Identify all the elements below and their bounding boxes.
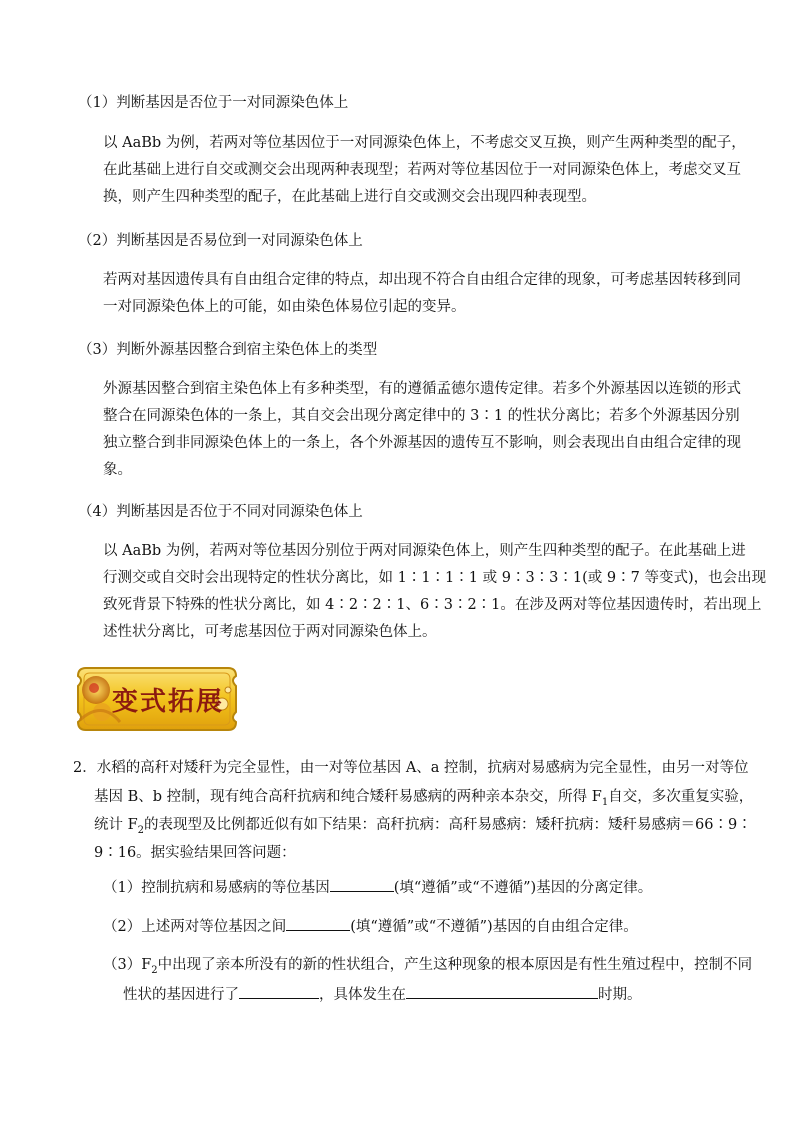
paragraph-2-line-1: 若两对基因遗传具有自由组合定律的特点，却出现不符合自由组合定律的现象，可考虑基因转移到同 [103, 272, 741, 288]
paragraph-3-line-3: 独立整合到非同源染色体上的一条上，各个外源基因的遗传互不影响，则会表现出自由组合定律的现 [103, 435, 741, 451]
paragraph-3-line-1: 外源基因整合到宿主染色体上有多种类型，有的遵循孟德尔遗传定律。若多个外源基因以连锁的形式 [103, 381, 741, 397]
answer-blank-1[interactable] [330, 877, 394, 892]
paragraph-4-line-1: 以 AaBb 为例，若两对等位基因分别位于两对同源染色体上，则产生四种类型的配子。在此基础上进 [103, 543, 746, 559]
question-2-line-1: 2．水稻的高秆对矮秆为完全显性，由一对等位基因 A、a 控制，抗病对易感病为完全显性，由另一对等位 [73, 760, 749, 776]
paragraph-4-line-2: 行测交或自交时会出现特定的性状分离比，如 1∶1∶1∶1 或 9∶3∶3∶1(或 9∶7 等变式)，也会出现 [103, 570, 767, 586]
paragraph-3-line-4: 象。 [103, 462, 132, 478]
paragraph-1-line-3: 换，则产生四种类型的配子，在此基础上进行自交或测交会出现四种表现型。 [103, 189, 596, 205]
paragraph-4-line-4: 述性状分离比，可考虑基因位于两对同源染色体上。 [103, 624, 437, 640]
subquestion-1: （1）控制抗病和易感病的等位基因 (填“遵循”或“不遵循”)基因的分离定律。 [103, 877, 652, 898]
question-2-line-2: 基因 B、b 控制，现有纯合高秆抗病和纯合矮秆易感病的两种亲本杂交，所得 $F_1$自交，多次重复实验， [94, 789, 754, 808]
subquestion-3-line-1: $(3)F_2$中出现了亲本所没有的新的性状组合，产生这种现象的根本原因是有性生殖过程中，控制不同 [103, 957, 753, 976]
section-heading-1: （1）判断基因是否位于一对同源染色体上 [78, 95, 349, 111]
variant-extension-banner [72, 660, 242, 738]
subquestion-3-line-2: 性状的基因进行了 ，具体发生在 时期。 [123, 984, 642, 1005]
section-heading-3: （3）判断外源基因整合到宿主染色体上的类型 [78, 342, 378, 358]
question-2-line-3: 统计 $F_2$的表现型及比例都近似有如下结果：高秆抗病：高秆易感病：矮秆抗病：矮秆易感病＝66∶9∶ [94, 817, 752, 836]
paragraph-4-line-3: 致死背景下特殊的性状分离比，如 4∶2∶2∶1、6∶3∶2∶1。在涉及两对等位基因遗传时，若出现上 [103, 597, 762, 613]
section-heading-2: （2）判断基因是否易位到一对同源染色体上 [78, 233, 363, 249]
paragraph-1-line-2: 在此基础上进行自交或测交会出现两种表现型；若两对等位基因位于一对同源染色体上，考虑交叉互 [103, 162, 741, 178]
banner-graphic [72, 660, 242, 738]
banner-title: 变式拓展 [112, 687, 225, 717]
answer-blank-2[interactable] [286, 916, 350, 931]
answer-blank-4[interactable] [406, 984, 598, 999]
subquestion-2: （2）上述两对等位基因之间 (填“遵循”或“不遵循”)基因的自由组合定律。 [103, 916, 638, 937]
paragraph-1-line-1: 以 AaBb 为例，若两对等位基因位于一对同源染色体上，不考虑交叉互换，则产生两种类型的配子， [103, 135, 746, 151]
paragraph-2-line-2: 一对同源染色体上的可能，如由染色体易位引起的变异。 [103, 299, 466, 315]
section-heading-4: （4）判断基因是否位于不同对同源染色体上 [78, 504, 363, 520]
answer-blank-3[interactable] [239, 984, 319, 999]
paragraph-3-line-2: 整合在同源染色体的一条上，其自交会出现分离定律中的 3∶1 的性状分离比；若多个外源基因分别 [103, 408, 740, 424]
question-2-line-4: 9∶16。据实验结果回答问题： [94, 845, 296, 861]
